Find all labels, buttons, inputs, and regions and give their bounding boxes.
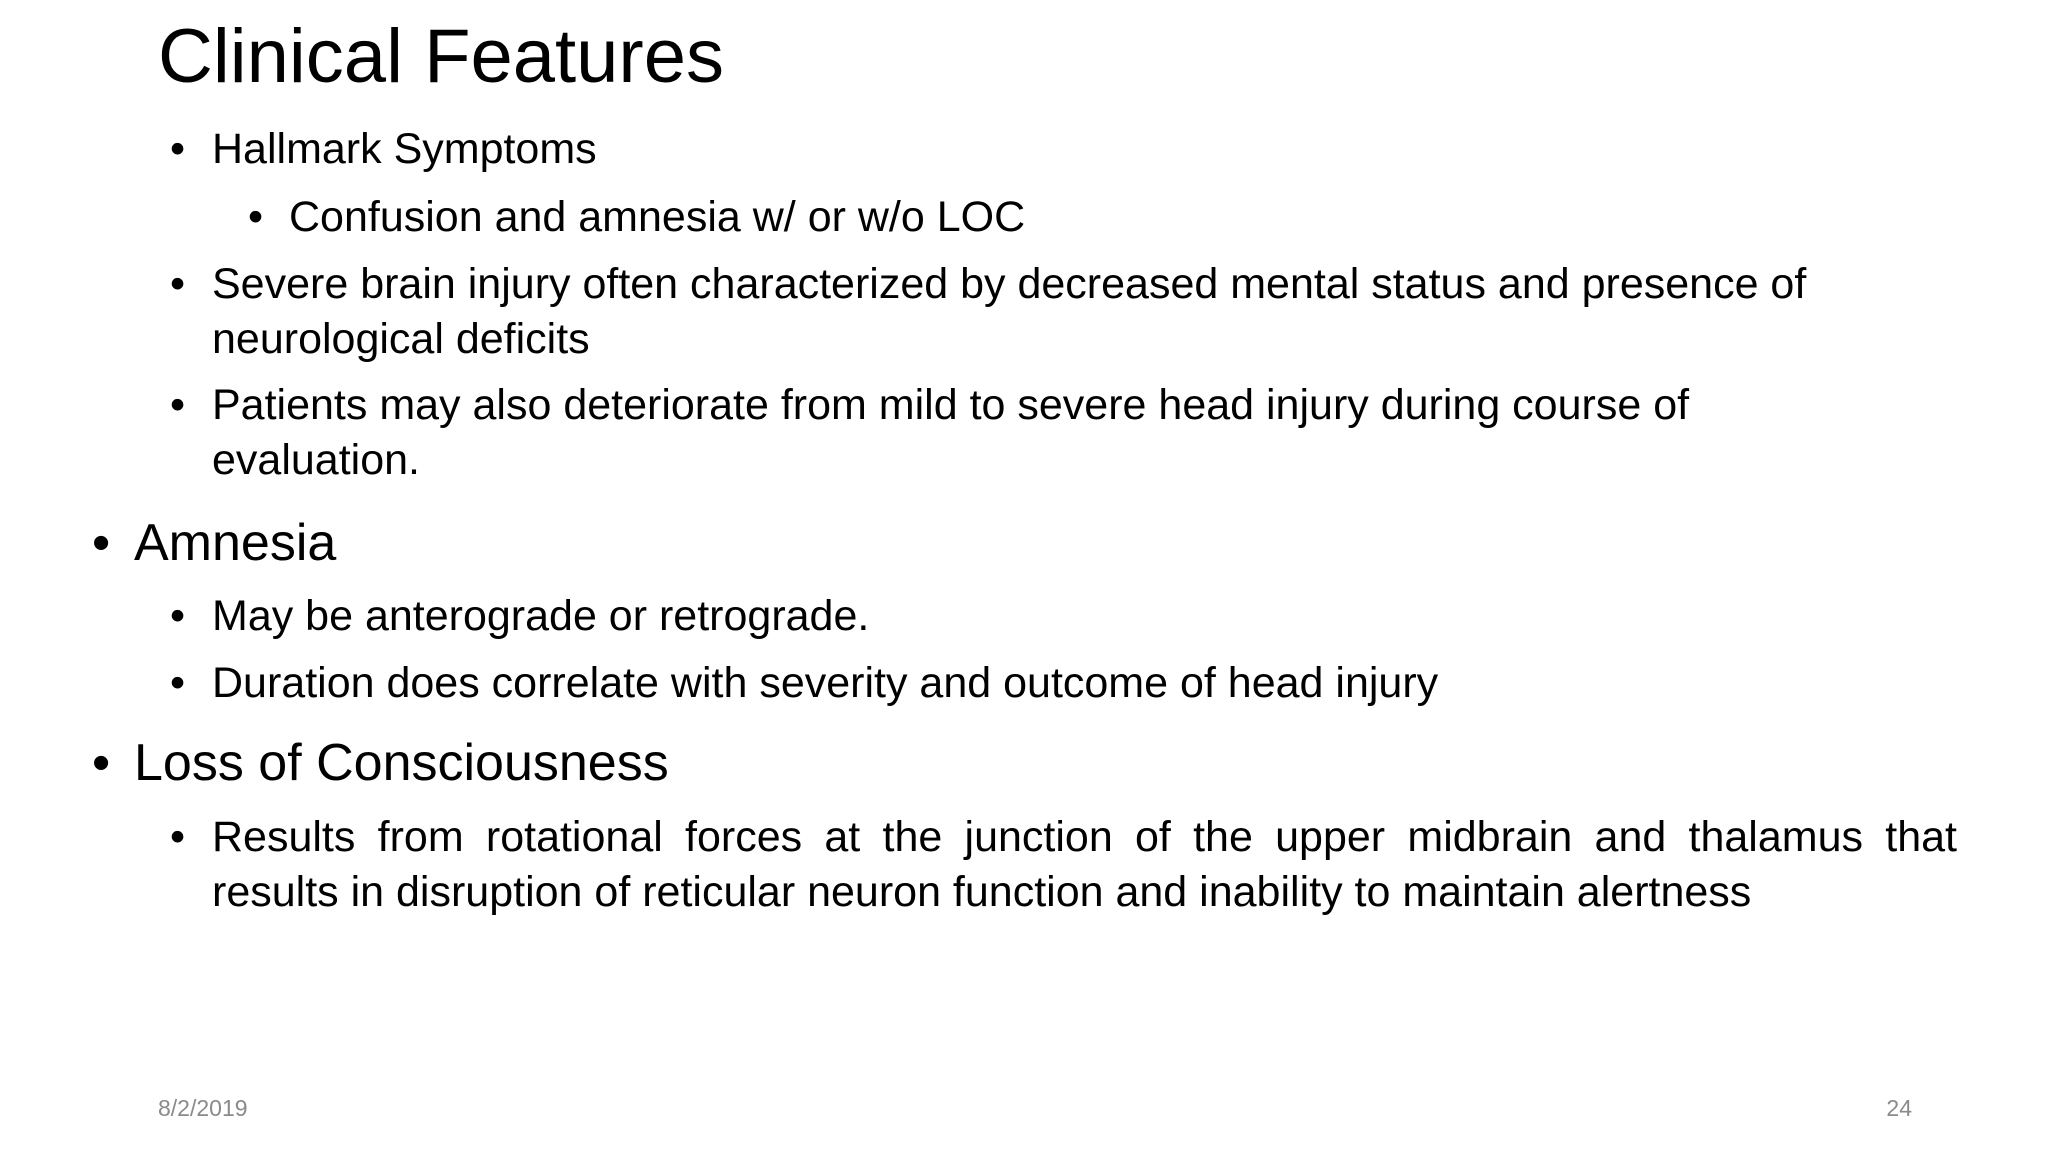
bullet-amnesia (0, 515, 2048, 575)
bullet-dot: • (170, 592, 186, 640)
bullet-text: Patients may also deteriorate from mild to severe head injury during course of evaluation. (212, 381, 1690, 484)
bullet-dot: • (170, 813, 186, 861)
bullet-text: Confusion and amnesia w/ or w/o LOC (289, 193, 1026, 241)
bullet-text: May be anterograde or retrograde. (212, 592, 870, 640)
bullet-text: Duration does correlate with severity and outcome of head injury (212, 659, 1439, 707)
bullet-text: Results from rotational forces at the junction of the upper midbrain and thalamus that results in disruption of reticular neuron function and inability to maintain alertness (212, 813, 1957, 916)
bullet-dot: • (92, 734, 111, 792)
bullet-hallmark-symptoms (0, 122, 2048, 182)
bullet-confusion-amnesia (0, 190, 2048, 250)
bullet-dot: • (170, 659, 186, 707)
bullet-duration (0, 656, 2048, 716)
bullet-dot: • (92, 514, 111, 572)
bullet-patients-deteriorate (0, 378, 2048, 493)
bullet-loss-of-consciousness (0, 735, 2048, 795)
bullet-dot: • (170, 260, 186, 308)
bullet-text: Severe brain injury often characterized by decreased mental status and presence of neurological deficits (212, 260, 1807, 363)
slide-title: Clinical Features (158, 14, 724, 99)
bullet-text: Hallmark Symptoms (212, 125, 597, 173)
bullet-dot: • (170, 381, 186, 429)
bullet-dot: • (248, 193, 264, 241)
footer-page-number: 24 (1886, 1095, 1912, 1121)
bullet-rotational-forces (0, 810, 2048, 980)
bullet-dot: • (170, 125, 186, 173)
bullet-text: Loss of Consciousness (134, 734, 669, 792)
bullet-severe-brain-injury (0, 257, 2048, 372)
bullet-text: Amnesia (134, 514, 337, 572)
bullet-anterograde-retrograde (0, 589, 2048, 649)
footer-date: 8/2/2019 (158, 1095, 248, 1121)
